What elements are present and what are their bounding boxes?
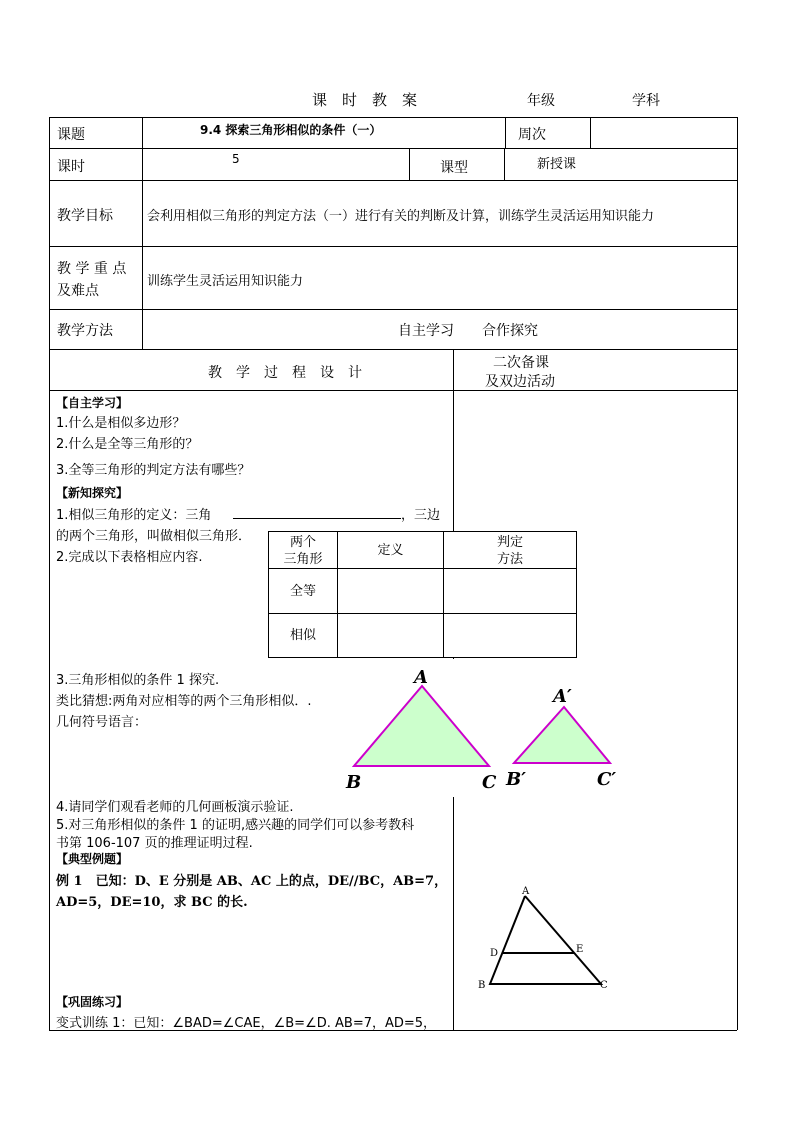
big-triangle — [354, 686, 489, 766]
goal-label: 教学目标 — [57, 208, 113, 224]
key-value: 训练学生灵活运用知识能力 — [147, 274, 304, 289]
definition-line-2: 的两个三角形，叫做相似三角形． — [56, 529, 252, 544]
label-A: A — [414, 667, 428, 688]
question-1: 1.什么是相似多边形？ — [56, 416, 186, 431]
label-B: B — [478, 980, 486, 991]
week-label: 周次 — [518, 127, 546, 143]
label-E: E — [576, 944, 584, 955]
example-1-line2: AD=5，DE=10，求 BC 的长. — [56, 895, 248, 910]
page-title: 课 时 教 案 — [312, 91, 418, 109]
example-triangle-figure — [470, 882, 620, 997]
label-A: A — [522, 886, 530, 897]
label-D: D — [490, 948, 499, 959]
example-heading: 【典型例题】 — [56, 852, 129, 866]
topic-label: 课题 — [57, 127, 85, 143]
label-B-prime: B′ — [506, 769, 526, 790]
step-5-line2: 书第 106-107 页的推理证明过程. — [56, 836, 253, 851]
practice-heading: 【巩固练习】 — [56, 995, 129, 1009]
drill-1: 变式训练 1：已知：∠BAD=∠CAE，∠B=∠D. AB=7，AD=5， — [56, 1016, 437, 1031]
symbol-language: 几何符号语言： — [56, 715, 148, 730]
design-label: 教 学 过 程 设 计 — [208, 365, 362, 381]
method-value: 自主学习 合作探究 — [398, 323, 538, 339]
topic-value: 9.4 探索三角形相似的条件（一） — [200, 123, 382, 137]
step-5-line1: 5.对三角形相似的条件 1 的证明,感兴趣的同学们可以参考教科 — [56, 818, 415, 833]
label-C: C — [482, 772, 497, 793]
small-triangle — [514, 707, 610, 763]
header-two-triangles: 两个 三角形 — [283, 535, 323, 567]
method-label: 教学方法 — [57, 323, 113, 339]
type-value: 新授课 — [537, 157, 577, 172]
header-criteria: 判定 方法 — [496, 535, 523, 567]
self-study-heading: 【自主学习】 — [56, 396, 129, 410]
backup-label-line1: 二次备课 — [493, 355, 549, 371]
label-A-prime: A′ — [553, 686, 572, 707]
example-1-line1: 例 1 已知：D、E 分别是 AB、AC 上的点，DE//BC，AB=7， — [56, 874, 448, 889]
period-value: 5 — [232, 152, 240, 166]
header-definition: 定义 — [377, 543, 404, 558]
definition-line-end: ，三边 — [401, 508, 441, 523]
question-3: 3.全等三角形的判定方法有哪些？ — [56, 463, 251, 478]
definition-line-start: 1.相似三角形的定义：三角 — [56, 508, 212, 523]
question-2: 2.什么是全等三角形的？ — [56, 437, 199, 452]
goal-value: 会利用相似三角形的判定方法（一）进行有关的判断及计算，训练学生灵活运用知识能力 — [147, 209, 655, 224]
example-triangle — [490, 896, 601, 984]
new-knowledge-heading: 【新知探究】 — [56, 486, 129, 500]
label-C: C — [600, 980, 608, 991]
condition-1-explore: 3.三角形相似的条件 1 探究. — [56, 673, 220, 688]
comparison-table — [268, 531, 577, 658]
subject-label: 学科 — [632, 93, 660, 109]
table-instruction: 2.完成以下表格相应内容. — [56, 550, 203, 565]
similar-triangles-figure — [340, 665, 630, 795]
key-label-line2: 及难点 — [57, 283, 99, 299]
period-label: 课时 — [57, 159, 85, 175]
step-4: 4.请同学们观看老师的几何画板演示验证. — [56, 800, 294, 815]
analogy-guess: 类比猜想:两角对应相等的两个三角形相似．. — [56, 694, 312, 709]
backup-label-line2: 及双边活动 — [485, 374, 555, 390]
label-C-prime: C′ — [597, 769, 617, 790]
row-congruent: 全等 — [289, 584, 316, 599]
key-label-line1: 教 学 重 点 — [57, 261, 127, 277]
label-B: B — [346, 772, 362, 793]
blank-underline — [233, 518, 401, 519]
row-similar: 相似 — [289, 628, 316, 643]
type-label: 课型 — [440, 160, 468, 176]
grade-label: 年级 — [527, 93, 555, 109]
